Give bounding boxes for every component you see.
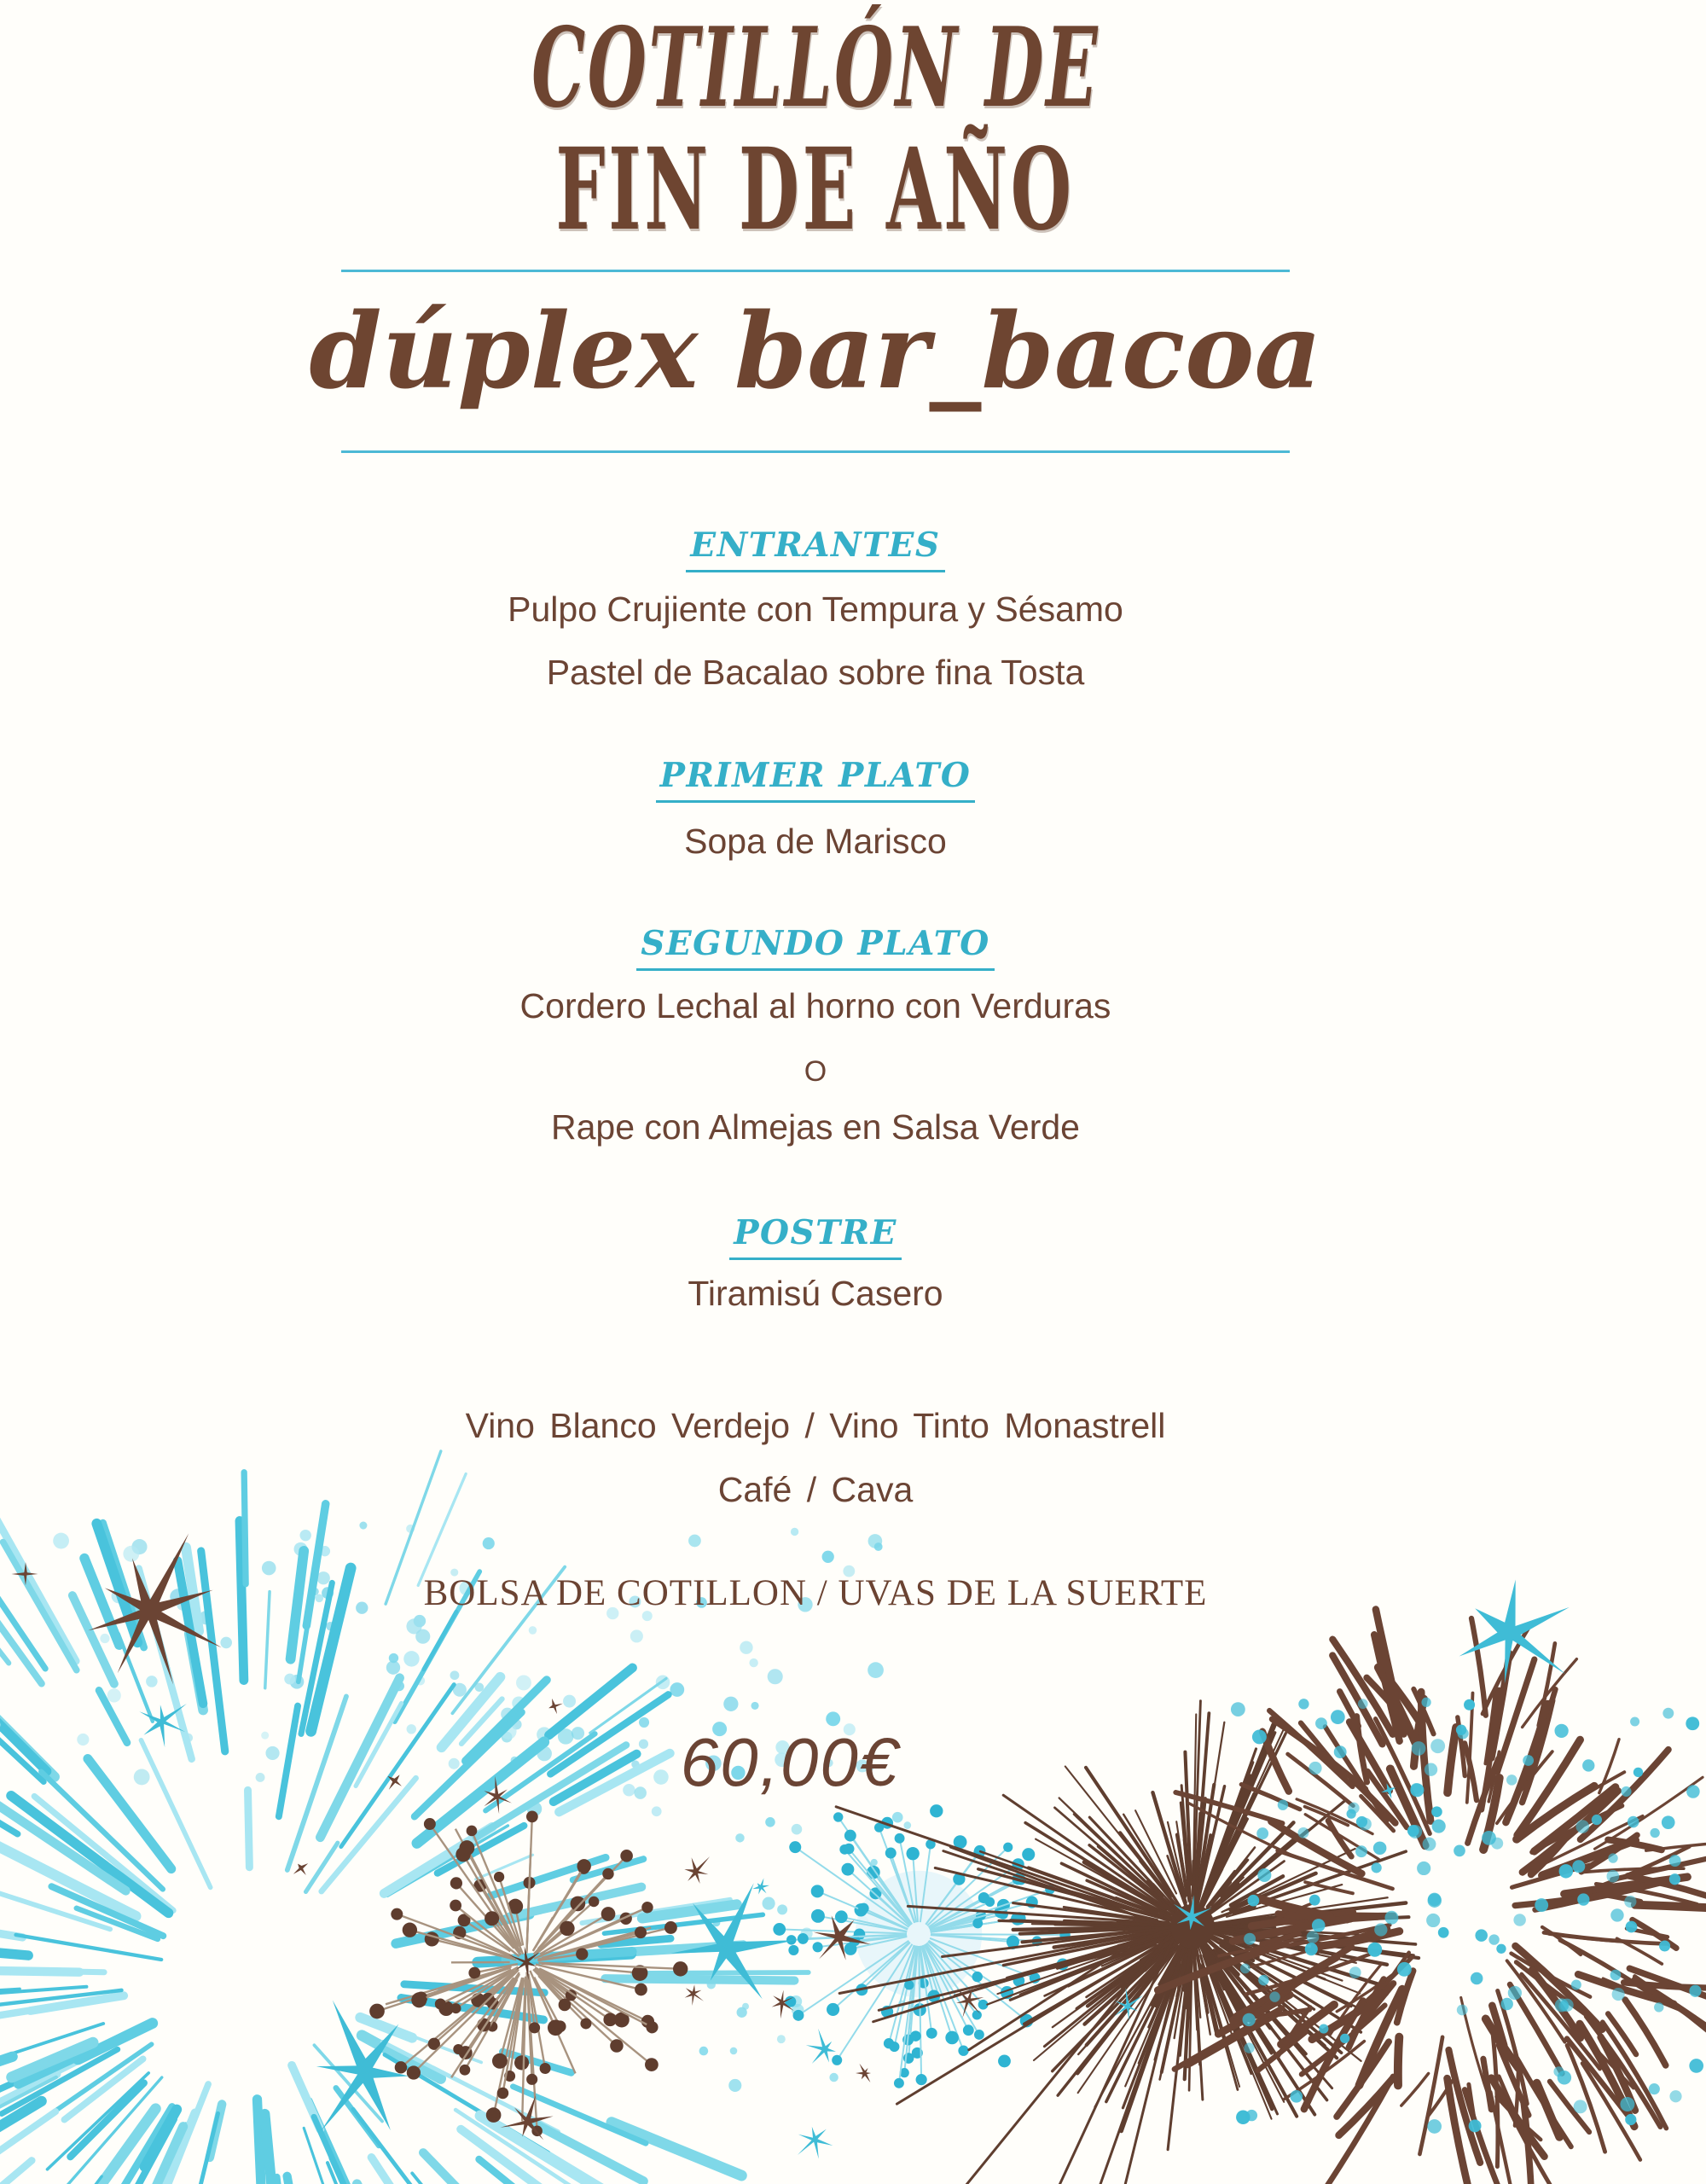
dish-conjunction: O: [804, 1055, 827, 1088]
section-heading-segundo-plato: SEGUNDO PLATO: [0, 926, 1668, 971]
restaurant-name: dúplex bar_bacoa: [309, 289, 1322, 412]
dish-item: Sopa de Marisco: [684, 822, 947, 861]
price: 60,00€: [680, 1724, 900, 1800]
drinks-line-coffee-cava: Café / Cava: [717, 1470, 914, 1509]
event-title-line1-text: COTILLÓN DE: [531, 4, 1100, 132]
event-title-line1: [0, 4, 1668, 132]
dish-item: Cordero Lechal al horno con Verduras: [519, 986, 1111, 1025]
dish-item: Rape con Almejas en Salsa Verde: [551, 1107, 1080, 1147]
section-heading-primer-plato: PRIMER PLATO: [0, 758, 1668, 803]
section-heading-entrantes: ENTRANTES: [0, 527, 1668, 572]
event-title-line2: [0, 124, 1668, 256]
divider-bottom: [341, 450, 1290, 453]
dish-item: Pastel de Bacalao sobre fina Tosta: [546, 653, 1085, 692]
dish-item: Tiramisú Casero: [688, 1274, 943, 1313]
extras-line: BOLSA DE COTILLON / UVAS DE LA SUERTE: [423, 1573, 1208, 1613]
section-heading-postre: POSTRE: [0, 1215, 1668, 1260]
drinks-line-wines: Vino Blanco Verdejo / Vino Tinto Monastrell: [465, 1406, 1166, 1445]
event-title-line2-text: FIN DE AÑO: [555, 124, 1076, 256]
dish-item: Pulpo Crujiente con Tempura y Sésamo: [508, 590, 1123, 629]
divider-top: [341, 270, 1290, 272]
